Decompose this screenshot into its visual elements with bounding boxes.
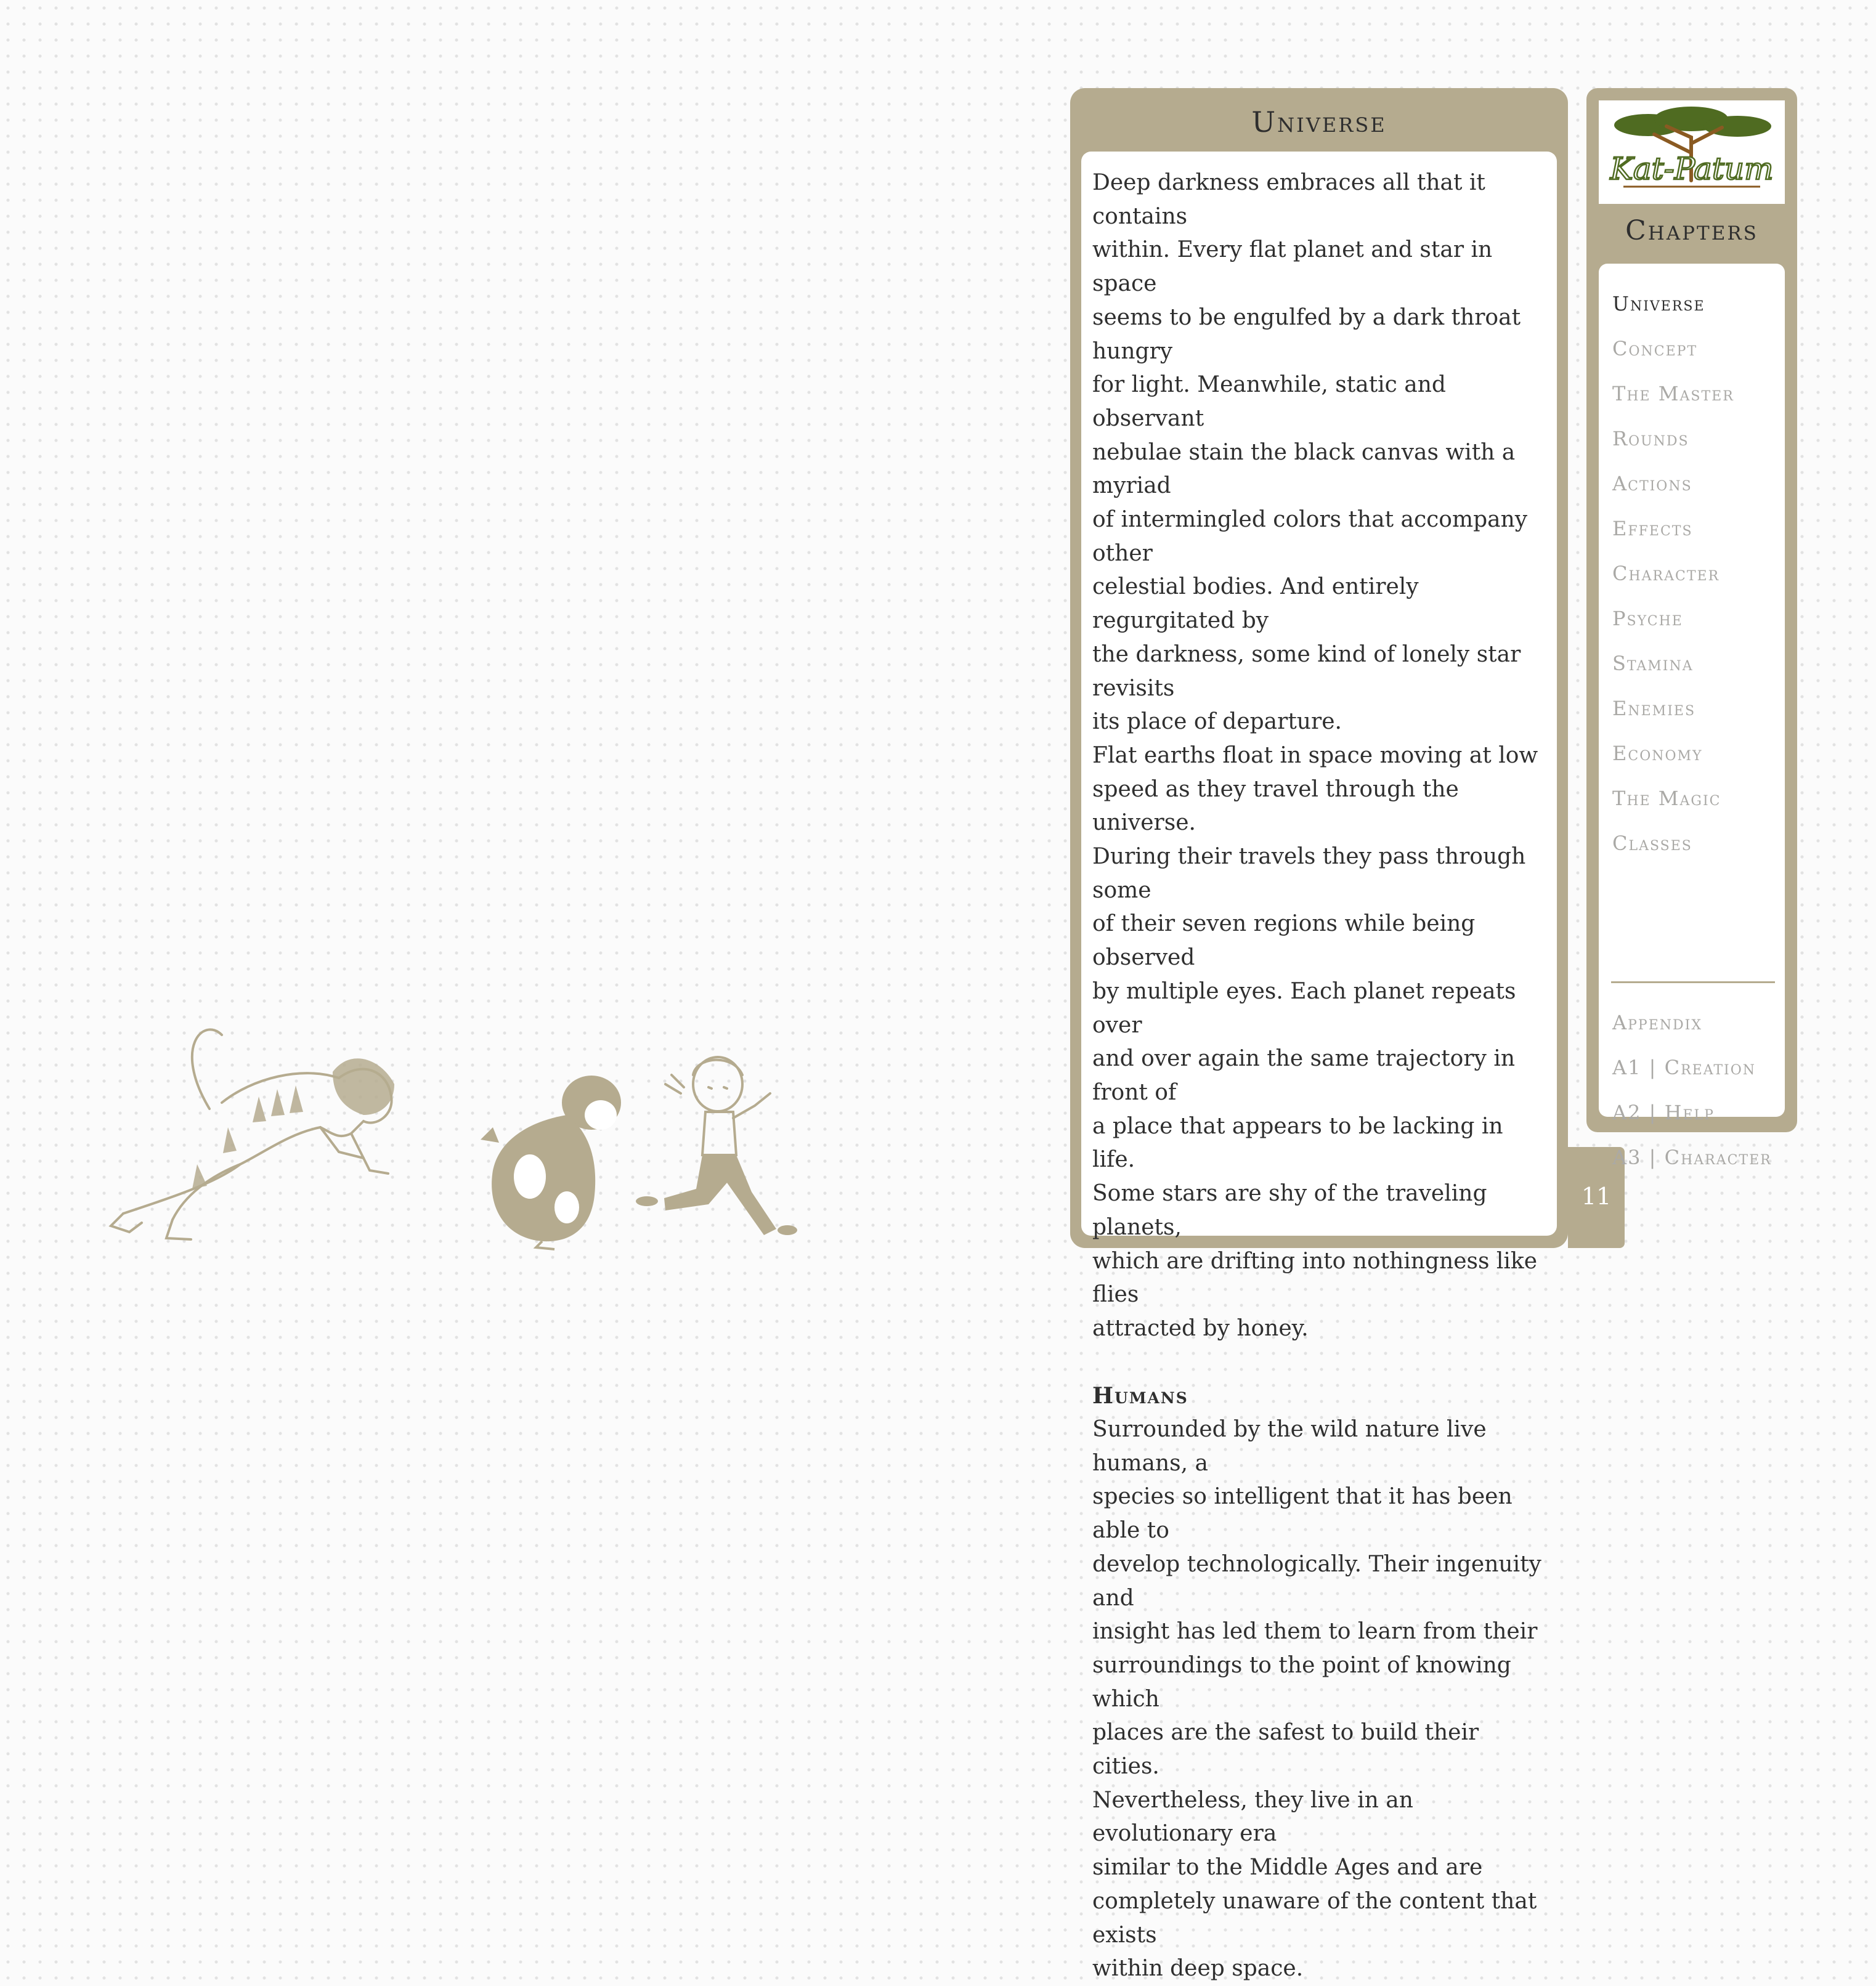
page-title: Universe [1251, 105, 1387, 139]
chapter-link-psyche[interactable]: Psyche [1612, 607, 1683, 630]
chapter-link-the-master[interactable]: The Master [1612, 382, 1734, 405]
fleeing-girl-illustration [474, 1072, 647, 1250]
chapter-link-concept[interactable]: Concept [1612, 337, 1698, 360]
chapter-link-a3-character[interactable]: A3 | Character [1612, 1146, 1772, 1169]
chapter-link-enemies[interactable]: Enemies [1612, 697, 1696, 720]
chapter-link-stamina[interactable]: Stamina [1612, 652, 1694, 675]
chapter-link-rounds[interactable]: Rounds [1612, 427, 1689, 450]
chapter-link-the-magic[interactable]: The Magic [1612, 787, 1721, 810]
chapters-divider [1611, 981, 1775, 983]
chapter-link-economy[interactable]: Economy [1612, 742, 1703, 765]
humans-paragraph: Surrounded by the wild nature live humans, a species so intelligent that it has been able to develop technologically. Their ingenuity and insight has led them to learn from their surroundings to the point of knowing which places are the safest to build their cities. Nevertheless, they live in an evolutionary era similar to the Middle Ages and are completely unaware of the content that exists within deep space. [1092, 1417, 1541, 1982]
acacia-tree-logo [1599, 100, 1785, 204]
page-number: 11 [1581, 1183, 1612, 1210]
content-panel [1070, 88, 1568, 1982]
chapter-link-actions[interactable]: Actions [1612, 472, 1692, 495]
chapter-link-appendix[interactable]: Appendix [1612, 1011, 1703, 1034]
chapter-link-classes[interactable]: Classes [1612, 832, 1692, 855]
logo-wordmark: Kat-Patum [1610, 151, 1774, 187]
chapter-link-universe[interactable]: Universe [1612, 292, 1705, 315]
tiger-illustration [105, 1010, 400, 1244]
intro-paragraph: Deep darkness embraces all that it contains within. Every flat planet and star in space seems to be engulfed by a dark throat hungry for light. Meanwhile, static and observant nebulae stain the black canvas with a myriad of intermingled colors that accompany other celestial bodies. And entirely regurgitated by the darkness, some kind of lonely star revisits its place of departure. [1092, 170, 1528, 735]
planets-paragraph: Flat earths float in space moving at low speed as they travel through the universe. During their travels they pass through some of their seven regions while being observed by multiple eyes. Each planet repeats over and over again the same trajectory in front of a place that appears to be lacking in life. Some stars are shy of the traveling planets, which are drifting into nothingness like flies attracted by honey. [1092, 742, 1538, 1341]
chapter-link-character[interactable]: Character [1612, 562, 1720, 585]
section-heading-humans: Humans [1092, 1383, 1188, 1409]
logo[interactable] [1599, 100, 1785, 204]
content-body [1081, 152, 1557, 1982]
chapters-title: Chapters [1625, 215, 1758, 246]
running-boy-illustration [628, 1050, 807, 1241]
chapter-link-a2-help[interactable]: A2 | Help [1612, 1101, 1715, 1124]
chapter-link-a1-creation[interactable]: A1 | Creation [1612, 1056, 1756, 1079]
chapters-sidebar [1586, 88, 1797, 1169]
chapters-list [1599, 264, 1785, 1169]
chapter-link-effects[interactable]: Effects [1612, 517, 1693, 540]
